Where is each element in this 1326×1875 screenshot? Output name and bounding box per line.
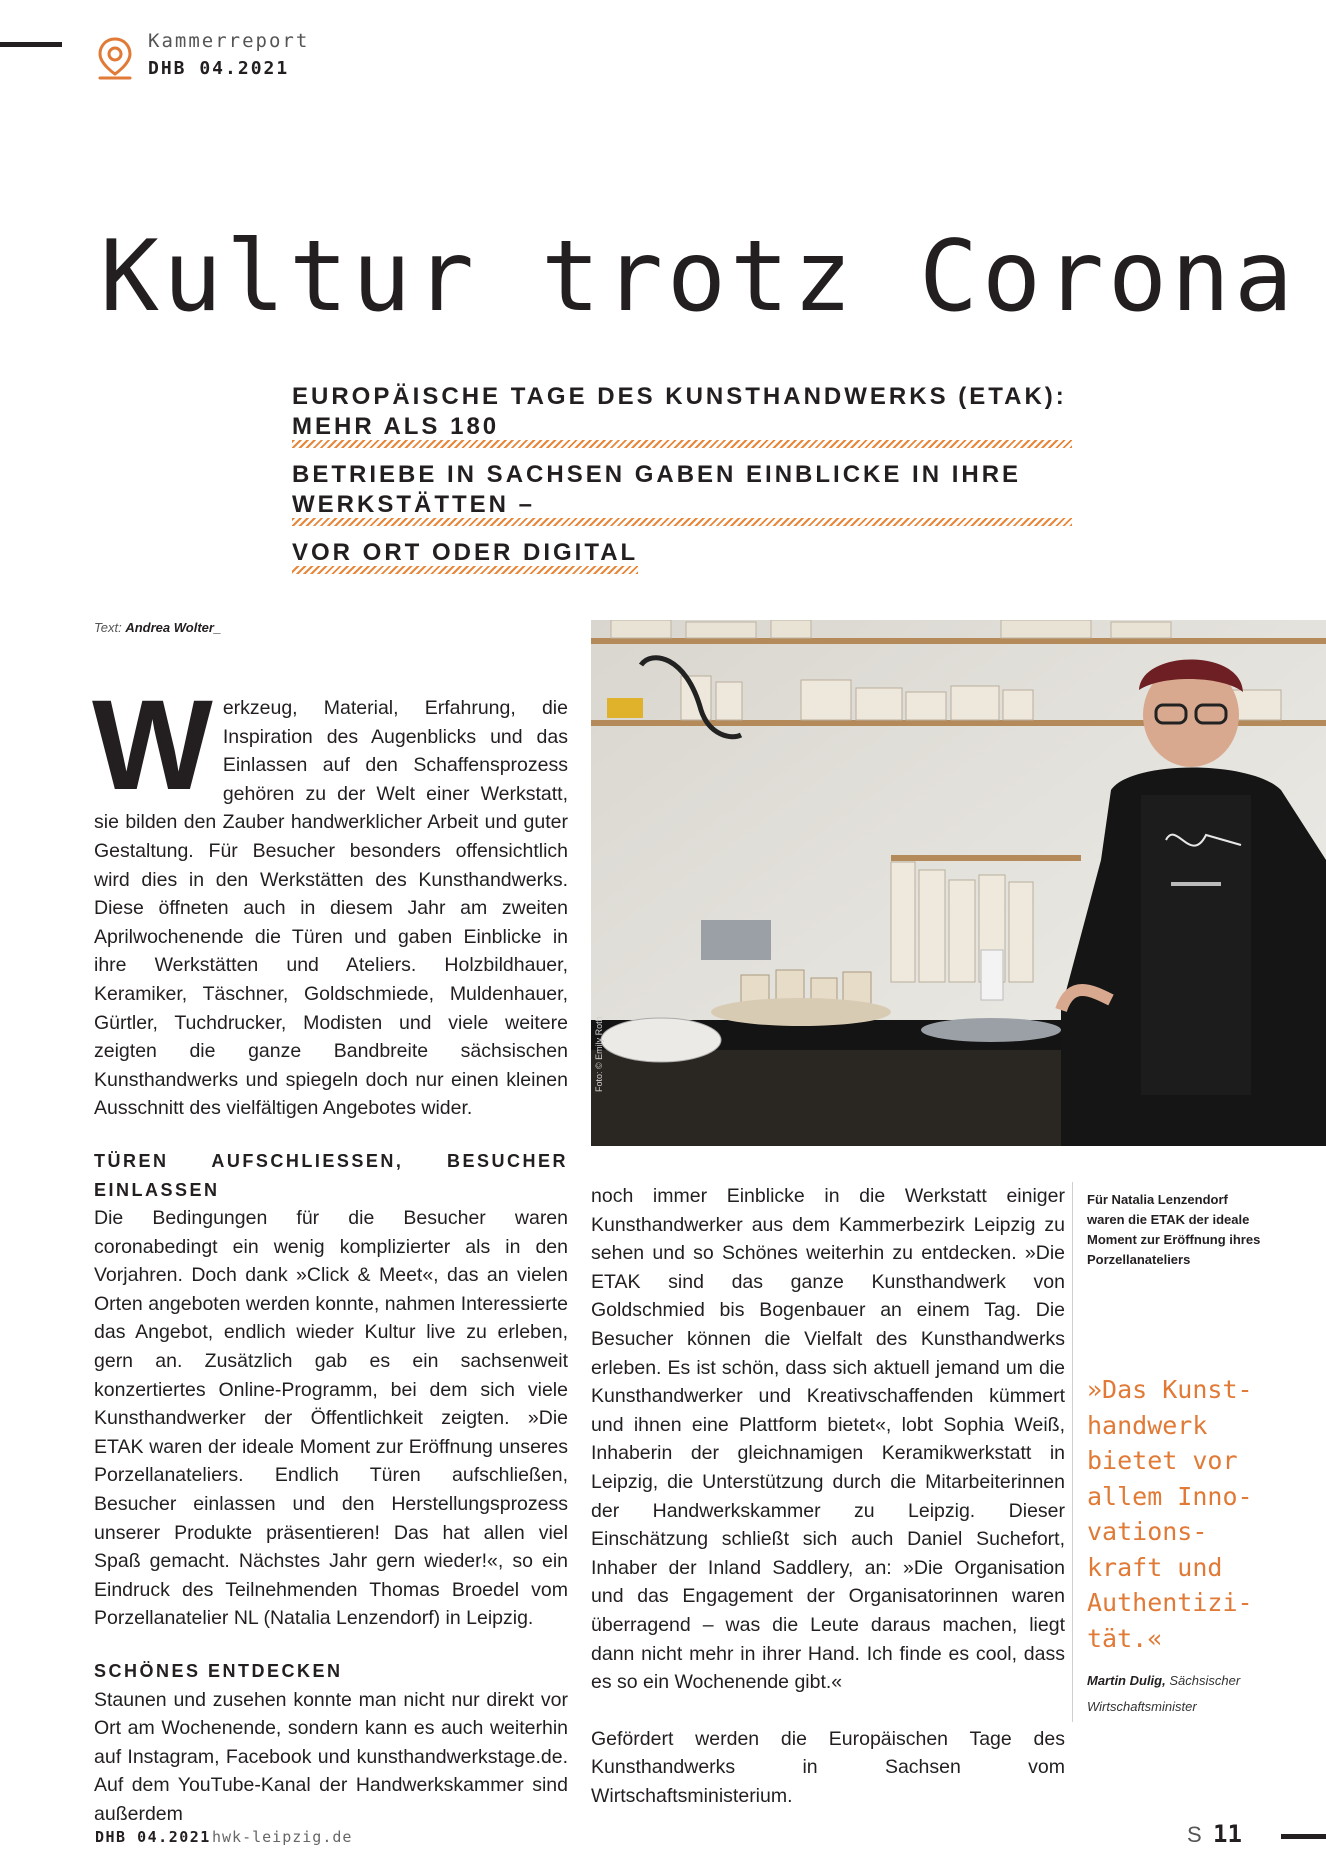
pull-quote-line: tät.« (1087, 1623, 1163, 1653)
photo-caption: Für Natalia Lenzendorf waren die ETAK der ideale Moment zur Eröffnung ihres Porzellanateliers (1087, 1192, 1261, 1267)
byline-prefix: Text: (94, 620, 126, 635)
dropcap: W (92, 674, 213, 817)
location-pin-icon (96, 36, 134, 82)
kicker-line: BETRIEBE IN SACHSEN GABEN EINBLICKE IN IHRE WERKSTÄTTEN – (292, 460, 1072, 526)
page-number: 11 (1213, 1820, 1242, 1848)
kicker-line: VOR ORT ODER DIGITAL (292, 538, 638, 574)
subhead-doors: TÜREN AUFSCHLIESSEN, BESUCHER EINLASSEN (94, 1150, 568, 1200)
body-paragraph: Gefördert werden die Europäischen Tage des Kunsthandwerks in Sachsen vom Wirtschaftsministerium. (591, 1727, 1065, 1807)
article-kicker (292, 382, 1072, 586)
intro-text: erkzeug, Material, Erfahrung, die Inspiration des Augenblicks und das Einlassen auf den Schaffensprozess gehören zu der Welt einer Werkstatt, sie bilden den Zauber handwerklicher Arbeit und guter Gestaltung. Für Besucher besonders offensichtlich wird dies in den Werkstätten des Kunsthandwerks. Diese öffneten auch in diesem Jahr am zweiten Aprilwochenende die Türen und gaben Einblicke in ihre Werkstätten und Ateliers. Holzbildhauer, Keramiker, Täschner, Goldschmiede, Muldenhauer, Gürtler, Tuchdrucker, Modisten und viele weitere zeigten die ganze Bandbreite sächsischen Kunsthandwerks und spiegeln doch nur einen kleinen Ausschnitt des vielfältigen Angebotes wider. (94, 697, 568, 1120)
byline (94, 620, 221, 635)
body-paragraph: Staunen und zusehen konnte man nicht nur direkt vor Ort am Wochenende, sondern kann es auch weiterhin auf Instagram, Facebook und kunsthandwerkstage.de. Auf dem YouTube-Kanal der Handwerkskammer sind außerdem (94, 1688, 568, 1825)
section-label: Kammerreport (148, 30, 310, 52)
footer-issue: DHB 04.2021 (95, 1828, 211, 1846)
footer-website-link[interactable]: hwk-leipzig.de (212, 1828, 353, 1846)
body-paragraph: Die Bedingungen für die Besucher waren coronabedingt ein wenig komplizierter als in den Vorjahren. Doch dank »Click & Meet«, das an vielen Orten angeboten werden konnte, nahmen Interessierte das Angebot, endlich wieder Kultur live zu erleben, gern an. Zusätzlich gab es ein sachsenweit konzertiertes Online-Programm, bei dem sich viele Kunsthandwerker der Öffentlichkeit zeigten. »Die ETAK waren der ideale Moment zur Eröffnung unseres Porzellanateliers. Endlich Türen aufschließen, Besucher einlassen und den Herstellungsprozess unserer Produkte präsentieren! Das hat allen viel Spaß gemacht. Nächstes Jahr gern wieder!«, so ein Eindruck des Teilnehmenden Thomas Broedel vom Porzellanatelier NL (Natalia Lenzendorf) in Leipzig. (94, 1207, 568, 1630)
pull-quote-line: kraft und (1087, 1552, 1223, 1582)
subhead-discover: SCHÖNES ENTDECKEN (94, 1661, 343, 1681)
photo-credit: Foto: © Emily Roth (594, 1016, 604, 1092)
body-column-1 (92, 674, 568, 1829)
sidebar-divider (1072, 1182, 1073, 1722)
pull-quote-attribution (1087, 1668, 1277, 1720)
page-prefix: S (1187, 1822, 1202, 1847)
pull-quote-line: bietet vor (1087, 1446, 1238, 1475)
workshop-photo (591, 620, 1326, 1146)
body-paragraph: noch immer Einblicke in die Werkstatt einiger Kunsthandwerker aus dem Kammerbezirk Leipzig zu sehen und so Schönes weiterhin zu entdecken. »Die ETAK sind das ganze Kunsthandwerk von Goldschmied bis Bogenbauer an einem Tag. Die Besucher können die Vielfalt des Kunsthandwerks erleben. Es ist schön, dass sich aktuell jemand um die Kunsthandwerker und Kreativschaffenden kümmert und ihnen eine Plattform bietet«, lobt Sophia Weiß, Inhaberin der gleichnamigen Keramikwerkstatt in Leipzig, die Unterstützung durch die Mitarbeiterinnen der Handwerkskammer zu Leipzig. Dieser Einschätzung schließt sich auch Daniel Suchefort, Inhaber der Inland Saddlery, an: »Die Organisation und das Engagement der Organisatorinnen waren überragend – was die Leute daraus machen, liegt dann nicht mehr in ihrer Hand. Ich finde es cool, dass es so ein Wochenende gibt.« (591, 1185, 1065, 1694)
pull-quote-line: vations- (1087, 1517, 1208, 1546)
footer-rule-right (1281, 1834, 1326, 1839)
pull-quote-line: allem Inno- (1087, 1481, 1253, 1511)
body-column-2 (591, 1182, 1065, 1810)
pull-quote-line: Authentizi- (1087, 1588, 1253, 1617)
pull-quote-line: handwerk (1087, 1410, 1208, 1440)
header-rule-left (0, 42, 62, 47)
pull-quote-line: »Das Kunst- (1087, 1375, 1253, 1404)
pull-quote (1087, 1372, 1287, 1656)
quote-author-role: Sächsischer Wirtschaftsminister (1087, 1673, 1241, 1714)
intro-paragraph (92, 674, 568, 1123)
byline-author: Andrea Wolter_ (125, 620, 222, 635)
kicker-line: EUROPÄISCHE TAGE DES KUNSTHANDWERKS (ETAK): MEHR ALS 180 (292, 382, 1072, 448)
quote-author-name: Martin Dulig, (1087, 1673, 1166, 1688)
article-title: Kultur trotz Corona (100, 220, 1298, 334)
issue-label: DHB 04.2021 (148, 58, 290, 79)
